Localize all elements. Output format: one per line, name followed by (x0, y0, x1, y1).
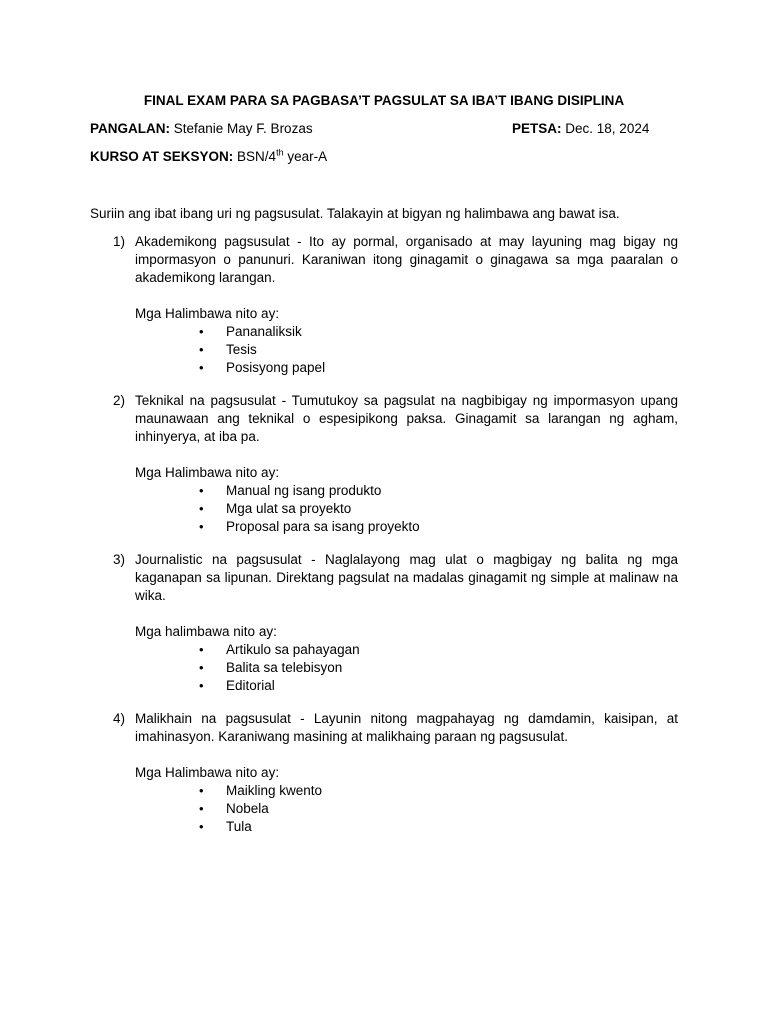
example-item (199, 641, 678, 659)
item-number: 2) (113, 393, 126, 408)
date-row (512, 120, 649, 138)
example-item (199, 800, 678, 818)
example-item (199, 659, 678, 677)
example-text: Manual ng isang produkto (226, 483, 382, 498)
example-item (199, 359, 678, 377)
examples-label: Mga Halimbawa nito ay: (135, 465, 280, 480)
example-text: Proposal para sa isang proyekto (226, 519, 420, 534)
example-item (199, 482, 678, 500)
example-text: Maikling kwento (226, 783, 323, 798)
bullet-icon: • (199, 801, 204, 816)
item-number: 1) (113, 234, 126, 249)
example-item (199, 677, 678, 695)
course-value (237, 149, 327, 164)
bullet-icon: • (199, 783, 204, 798)
name-label: PANGALAN: (90, 121, 170, 136)
instructions: Suriin ang ibat ibang uri ng pagsusulat. Talakayin at bigyan ng halimbawa ang bawat isa. (90, 206, 620, 221)
name-row (90, 120, 313, 138)
example-item (199, 518, 678, 536)
example-text: Pananaliksik (226, 324, 302, 339)
item-text: Malikhain na pagsusulat - Layunin nitong magpahayag ng damdamin, kaisipan, at imahinasyon. Karaniwang masining at malikhaing paraan ng pagsusulat. (135, 711, 678, 744)
bullet-icon: • (199, 642, 204, 657)
example-item (199, 782, 678, 800)
bullet-icon: • (199, 660, 204, 675)
document-title: FINAL EXAM PARA SA PAGBASA’T PAGSULAT SA IBA’T IBANG DISIPLINA (143, 93, 625, 108)
examples-list (199, 641, 678, 695)
examples-label: Mga halimbawa nito ay: (135, 624, 277, 639)
bullet-icon: • (199, 360, 204, 375)
example-text: Tesis (226, 342, 257, 357)
list-item (90, 710, 678, 836)
item-text: Journalistic na pagsusulat - Naglalayong mag ulat o magbigay ng balita ng mga kaganapan sa lipunan. Direktang pagsulat na madalas ginagamit ng simple at malinaw na wika. (135, 552, 678, 603)
item-number: 3) (113, 552, 126, 567)
date-value: Dec. 18, 2024 (565, 121, 650, 136)
examples-label: Mga Halimbawa nito ay: (135, 765, 280, 780)
example-text: Nobela (226, 801, 269, 816)
example-text: Tula (226, 819, 252, 834)
course-suffix: year-A (283, 149, 328, 164)
examples-list (199, 323, 678, 377)
example-item (199, 818, 678, 836)
example-item (199, 341, 678, 359)
list-item (90, 551, 678, 695)
bullet-icon: • (199, 678, 204, 693)
course-row (90, 148, 327, 166)
bullet-icon: • (199, 819, 204, 834)
name-value: Stefanie May F. Brozas (173, 121, 313, 136)
example-text: Balita sa telebisyon (226, 660, 343, 675)
item-number: 4) (113, 711, 126, 726)
example-text: Mga ulat sa proyekto (226, 501, 352, 516)
course-label: KURSO AT SEKSYON: (90, 149, 234, 164)
bullet-icon: • (199, 519, 204, 534)
course-prefix: BSN/4 (237, 149, 277, 164)
example-item (199, 323, 678, 341)
date-label: PETSA: (512, 121, 562, 136)
list-item (90, 392, 678, 536)
bullet-icon: • (199, 483, 204, 498)
course-sup: th (276, 147, 284, 158)
examples-list (199, 782, 678, 836)
example-text: Artikulo sa pahayagan (226, 642, 360, 657)
item-text: Teknikal na pagsusulat - Tumutukoy sa pagsulat na nagbibigay ng impormasyon upang maunawaan ang teknikal o espesipikong paksa. Ginagamit sa larangan ng agham, inhinyerya, at iba pa. (135, 393, 678, 444)
example-text: Posisyong papel (226, 360, 326, 375)
bullet-icon: • (199, 324, 204, 339)
example-item (199, 500, 678, 518)
examples-list (199, 482, 678, 536)
bullet-icon: • (199, 501, 204, 516)
list-item (90, 233, 678, 377)
examples-label: Mga Halimbawa nito ay: (135, 306, 280, 321)
example-text: Editorial (226, 678, 275, 693)
bullet-icon: • (199, 342, 204, 357)
item-text: Akademikong pagsusulat - Ito ay pormal, organisado at may layuning mag bigay ng impormasyon o panunuri. Karaniwan itong ginagamit o ginagawa sa mga paaralan o akademikong larangan. (135, 234, 678, 285)
